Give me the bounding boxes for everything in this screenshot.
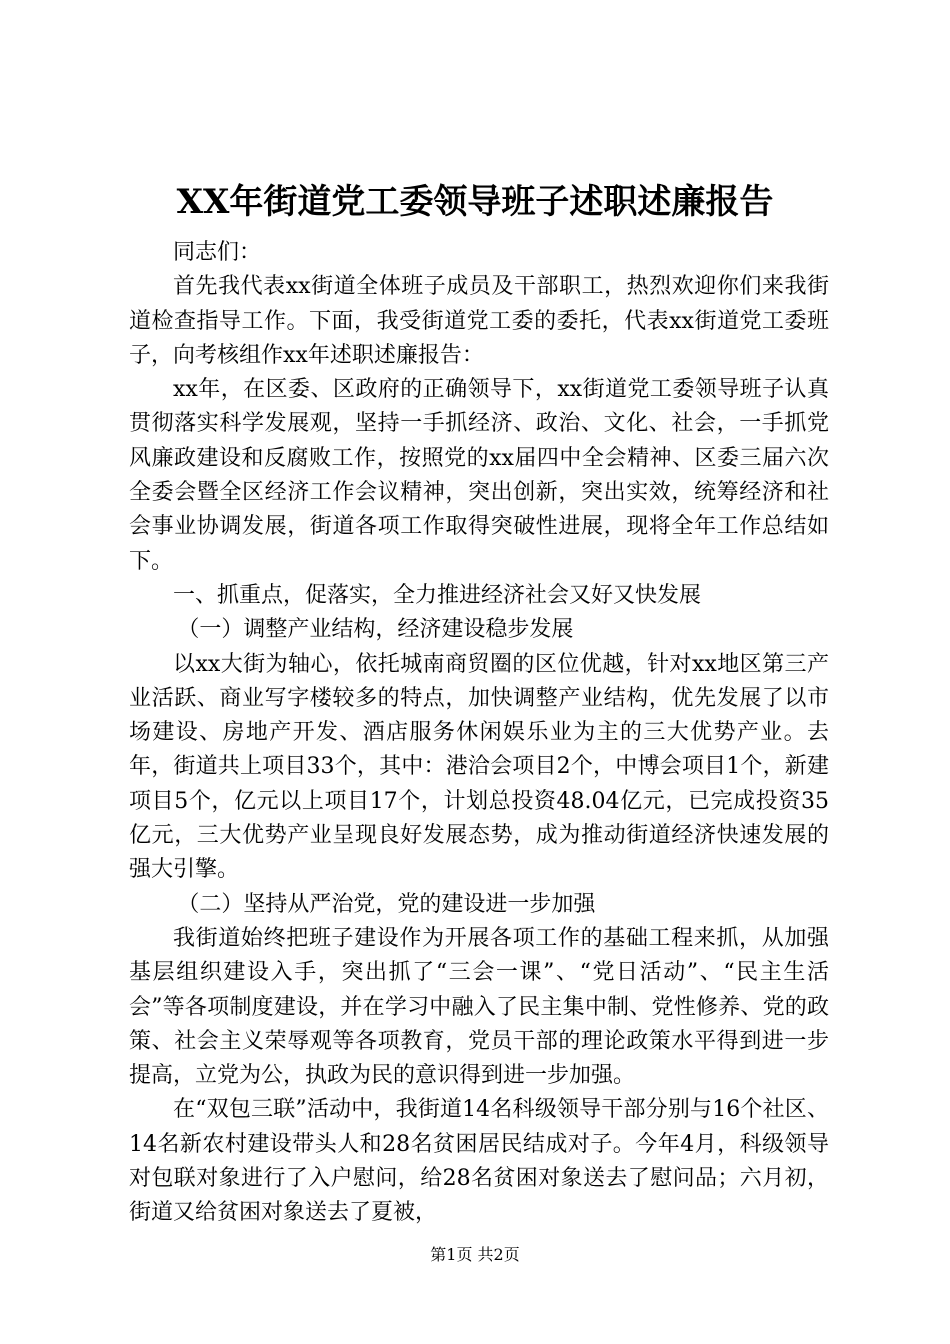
- body-paragraph: xx年，在区委、区政府的正确领导下，xx街道党工委领导班子认真贯彻落实科学发展观，坚持一手抓经济、政治、文化、社会，一手抓党风廉政建设和反腐败工作，按照党的xx届四中全会精神、区委三届六次全委会暨全区经济工作会议精神，突出创新，突出实效，统筹经济和社会事业协调发展，街道各项工作取得突破性进展，现将全年工作总结如下。: [129, 377, 829, 574]
- subsection-heading: （二）坚持从严治党，党的建设进一步加强: [177, 891, 596, 917]
- body-paragraph: 以xx大街为轴心，依托城南商贸圈的区位优越，针对xx地区第三产业活跃、商业写字楼较多的特点，加快调整产业结构，优先发展了以市场建设、房地产开发、酒店服务休闲娱乐业为主的三大优势产业。去年，街道共上项目33个，其中：港洽会项目2个，中博会项目1个，新建项目5个，亿元以上项目17个，计划总投资48.04亿元，已完成投资35亿元，三大优势产业呈现良好发展态势，成为推动街道经济快速发展的强大引擎。: [129, 651, 829, 883]
- page-number-footer: 第1页 共2页: [430, 1245, 520, 1264]
- salutation: 同志们：: [173, 240, 262, 265]
- body-paragraph: 我街道始终把班子建设作为开展各项工作的基础工程来抓，从加强基层组织建设入手，突出抓了“三会一课”、“党日活动”、“民主生活会”等各项制度建设，并在学习中融入了民主集中制、党性修养、党的政策、社会主义荣辱观等各项教育，党员干部的理论政策水平得到进一步提高，立党为公，执政为民的意识得到进一步加强。: [129, 925, 829, 1089]
- section-heading: 一、抓重点，促落实，全力推进经济社会又好又快发展: [173, 582, 702, 608]
- body-paragraph: 在“双包三联”活动中，我街道14名科级领导干部分别与16个社区、14名新农村建设带头人和28名贫困居民结成对子。今年4月，科级领导对包联对象进行了入户慰问，给28名贫困对象送去了慰问品；六月初，街道又给贫困对象送去了夏被，: [129, 1097, 829, 1226]
- document-title: XX年街道党工委领导班子述职述廉报告: [176, 182, 774, 222]
- document-body: [129, 236, 829, 1231]
- body-paragraph: 首先我代表xx街道全体班子成员及干部职工，热烈欢迎你们来我街道检查指导工作。下面，我受街道党工委的委托，代表xx街道党工委班子，向考核组作xx年述职述廉报告：: [129, 274, 829, 368]
- subsection-heading: （一）调整产业结构，经济建设稳步发展: [177, 617, 574, 643]
